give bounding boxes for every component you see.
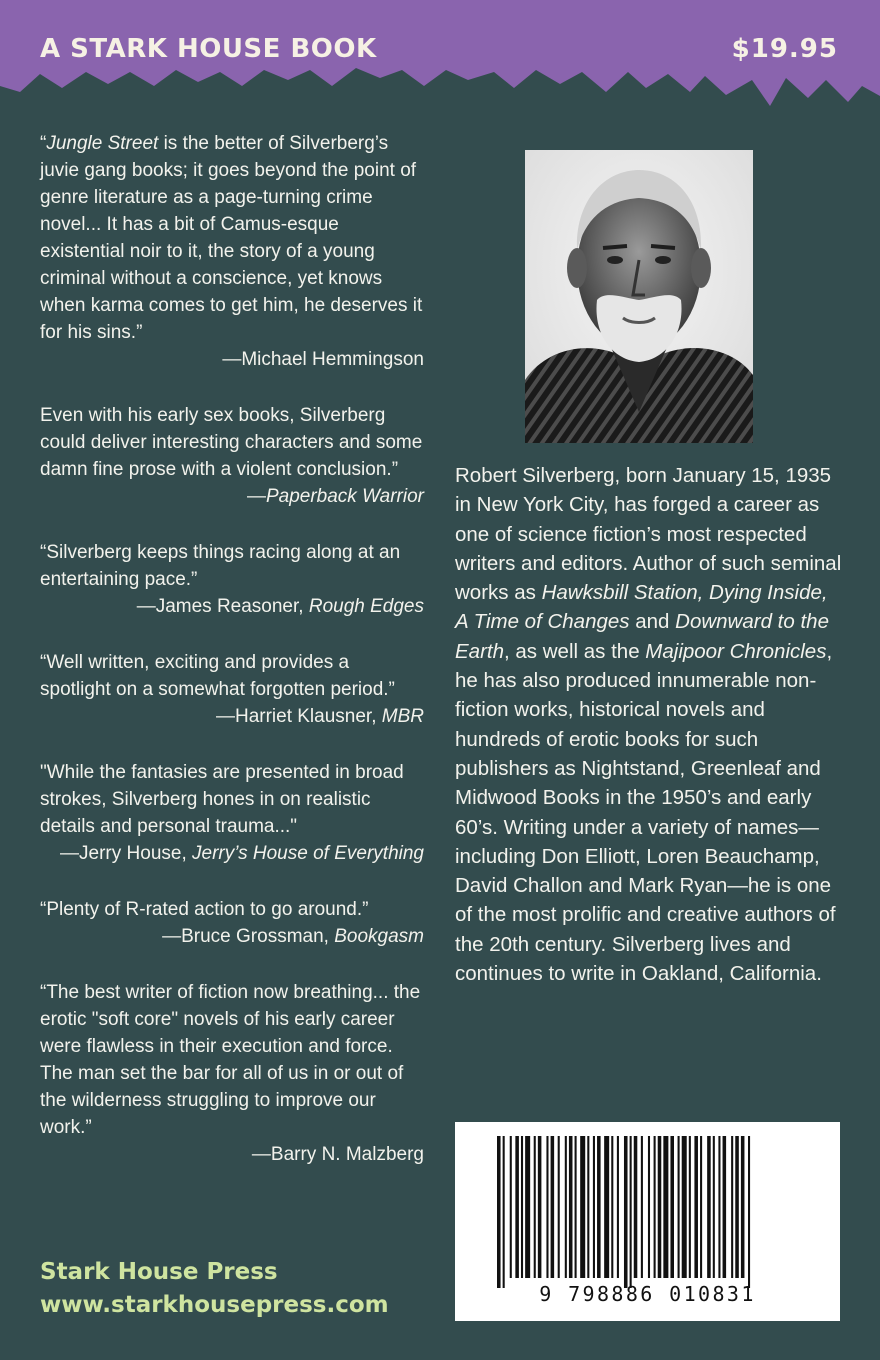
italic-text: Jungle Street	[46, 133, 159, 154]
quote-spacer	[40, 373, 424, 402]
barcode-bar	[658, 1136, 662, 1278]
quote-spacer	[40, 510, 424, 539]
text-run: “Plenty of R-rated action to go around.”	[40, 899, 369, 920]
quote-attribution	[40, 593, 424, 620]
barcode-bar	[713, 1136, 715, 1278]
italic-text: Majipoor Chronicles	[645, 639, 827, 663]
barcode-bar	[604, 1136, 609, 1278]
barcode-bar	[707, 1136, 711, 1278]
barcode-bar	[538, 1136, 542, 1278]
barcode-bar	[748, 1136, 750, 1288]
quote-attribution	[40, 346, 424, 373]
text-run: “Well written, exciting and provides a spotlight on a somewhat forgotten period.”	[40, 652, 395, 700]
review-quote	[40, 402, 424, 510]
review-quote	[40, 539, 424, 620]
text-run: "While the fantasies are presented in broad strokes, Silverberg hones in on realistic details and personal trauma..."	[40, 762, 404, 837]
barcode-bar	[735, 1136, 739, 1278]
text-run: “The best writer of fiction now breathing... the erotic "soft core" novels of his early career were flawless in their execution and force. The man set the bar for all of us in or out of the wilderness struggling to improve our work.”	[40, 982, 421, 1138]
barcode-bar	[670, 1136, 674, 1278]
barcode-bar	[663, 1136, 668, 1278]
italic-text: Jerry’s House of Everything	[192, 843, 424, 864]
italic-text: MBR	[381, 706, 424, 727]
barcode-bar	[525, 1136, 530, 1278]
author-photo	[525, 150, 753, 443]
barcode-bar	[723, 1136, 727, 1278]
italic-text: Bookgasm	[334, 926, 424, 947]
barcode-bar	[700, 1136, 702, 1278]
publisher-name: Stark House Press	[40, 1259, 278, 1285]
text-run: and	[629, 610, 676, 634]
quote-text	[40, 130, 424, 346]
author-bio	[455, 461, 845, 988]
text-run: “Silverberg keeps things racing along at an entertaining pace.”	[40, 542, 401, 590]
quote-attribution	[40, 923, 424, 950]
quote-text	[40, 539, 424, 593]
quote-text	[40, 759, 424, 840]
text-run: —James Reasoner,	[136, 596, 309, 617]
barcode-bar	[497, 1136, 501, 1288]
barcode-bar	[682, 1136, 687, 1278]
quote-spacer	[40, 867, 424, 896]
quote-text	[40, 896, 424, 923]
review-quote	[40, 979, 424, 1168]
barcode-bar	[587, 1136, 589, 1278]
review-quote	[40, 759, 424, 867]
text-run: is the better of Silverberg’s juvie gang books; it goes beyond the point of genre literature as a page-turning crime novel... It has a bit of Camus-esque existential noir to it, the story of a young criminal without a conscience, yet knows when karma comes to get him, he deserves it for his sins.”	[40, 133, 423, 343]
barcode-bar	[731, 1136, 733, 1278]
barcode-bar	[617, 1136, 619, 1278]
isbn-number: 9 798886 010831	[539, 1282, 756, 1306]
barcode	[455, 1122, 840, 1321]
barcode-bar	[565, 1136, 567, 1278]
quote-spacer	[40, 950, 424, 979]
barcode-bar	[718, 1136, 720, 1278]
barcode-bar	[593, 1136, 595, 1278]
quote-attribution	[40, 483, 424, 510]
text-run: Robert Silverberg, born January 15, 1935 in New York City, has forged a career as one of science fiction’s most respected writers and editors. Author of such seminal works as	[455, 464, 842, 605]
barcode-bar	[510, 1136, 512, 1278]
barcode-bar	[641, 1136, 643, 1278]
barcode-bar	[575, 1136, 577, 1278]
text-run: —Jerry House,	[60, 843, 193, 864]
italic-text: Hawksbill Station, Dying Inside, A Time of Changes	[455, 581, 828, 634]
publisher-info	[40, 1256, 389, 1322]
text-run: , as well as the	[504, 639, 646, 663]
review-quote	[40, 130, 424, 373]
text-run: “	[40, 133, 47, 154]
quote-text	[40, 979, 424, 1141]
text-run: —Barry N. Malzberg	[251, 1144, 424, 1165]
barcode-bar	[534, 1136, 536, 1278]
barcode-bar	[569, 1136, 573, 1278]
barcode-bar	[558, 1136, 560, 1278]
text-run: , he has also produced innumerable non-fiction works, historical novels and hundreds of erotic books for such publishers as Nightstand, Greenleaf and Midwood Books in the 1950’s and early 60’s. Writing under a variety of names—including Don Elliott, Loren Beauchamp, David Challon and Mark Ryan—he is one of the most prolific and creative authors of the 20th century. Silverberg lives and continues to write in Oakland, California.	[455, 639, 836, 986]
barcode-bar	[654, 1136, 656, 1278]
italic-text: Rough Edges	[308, 596, 424, 617]
quote-attribution	[40, 840, 424, 867]
text-run: Even with his early sex books, Silverberg could deliver interesting characters and some damn fine prose with a violent conclusion.”	[40, 405, 423, 480]
review-quote	[40, 649, 424, 730]
quote-attribution	[40, 703, 424, 730]
barcode-bar	[689, 1136, 691, 1278]
barcode-bar	[521, 1136, 523, 1278]
quote-spacer	[40, 620, 424, 649]
quote-attribution	[40, 1141, 424, 1168]
quote-text	[40, 649, 424, 703]
text-run: —Bruce Grossman,	[162, 926, 335, 947]
italic-text: Paperback Warrior	[265, 486, 424, 507]
barcode-bar	[611, 1136, 613, 1278]
barcode-bar	[580, 1136, 585, 1278]
text-run: —Michael Hemmingson	[222, 349, 424, 370]
barcode-bar	[597, 1136, 601, 1278]
barcode-bar	[630, 1136, 632, 1288]
barcode-bar	[678, 1136, 680, 1278]
barcode-bar	[515, 1136, 519, 1278]
imprint-title: A STARK HOUSE BOOK	[40, 34, 377, 64]
barcode-bar	[741, 1136, 745, 1278]
publisher-url[interactable]: www.starkhousepress.com	[40, 1292, 389, 1318]
italic-text: Downward to the Earth	[455, 610, 829, 663]
barcode-bar	[634, 1136, 638, 1278]
review-quotes	[40, 130, 424, 1168]
barcode-bar	[694, 1136, 698, 1278]
quote-text	[40, 402, 424, 483]
barcode-bar	[624, 1136, 628, 1288]
text-run: —Harriet Klausner,	[215, 706, 382, 727]
barcode-bar	[648, 1136, 650, 1278]
text-run: —	[246, 486, 266, 507]
quote-spacer	[40, 730, 424, 759]
barcode-bar	[546, 1136, 548, 1278]
price-label: $19.95	[731, 34, 838, 64]
barcode-bar	[551, 1136, 555, 1278]
barcode-bar	[503, 1136, 505, 1288]
review-quote	[40, 896, 424, 950]
